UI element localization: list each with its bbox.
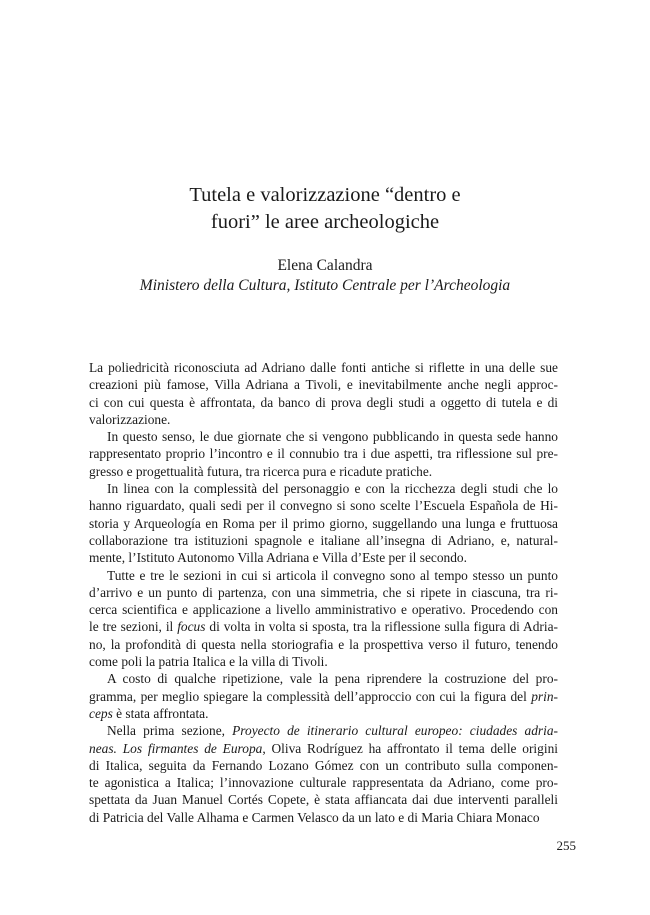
text-segment: Nella prima sezione, [107,723,233,739]
text-segment: , Oliva Rodríguez ha affrontato il tema delle origini [262,740,558,756]
text-line [89,601,558,618]
text-line [89,705,558,722]
text-segment: di Italica, seguita da Fernando Lozano Gómez con un contributo sulla componen- [89,757,558,773]
text-segment: cerca scientifica e applicazione a livello amministrativo e operativo. Procedendo con [89,602,558,618]
paragraph [89,359,558,428]
text-segment: storia y Arqueología en Roma per il primo giorno, suggellando una lunga e fruttuosa [89,515,558,531]
paragraph [89,567,558,671]
text-segment: gresso e progettualità futura, tra ricerca pura e ricadute pratiche. [89,463,433,479]
text-segment: collaborazione tra istituzioni spagnole e italiane all’insegna di Adriano, e, natural- [89,532,558,548]
text-segment: hanno riguardato, quali sedi per il convegno si sono scelte l’Escuela Española de Hi- [89,498,558,514]
title-line: fuori” le aree archeologiche [210,211,440,233]
text-segment: In linea con la complessità del personaggio e con la ricchezza degli studi che lo [107,481,558,497]
text-line [89,636,558,653]
text-line [89,445,558,462]
text-line [89,549,558,566]
text-line [89,515,558,532]
text-segment: è stata affrontata. [112,705,209,721]
text-segment: creazioni più famose, Villa Adriana a Tivoli, e inevitabilmente anche negli approc- [89,377,558,393]
text-segment: Tutte e tre le sezioni in cui si articola il convegno sono al tempo stesso un punto [107,567,558,583]
page-number: 255 [556,838,576,853]
text-line [89,359,558,376]
text-line [89,376,558,393]
text-line [89,791,558,808]
text-segment: te agonistica a Italica; l’innovazione culturale rappresentata da Adriano, come pro- [89,775,558,791]
text-segment: rappresentato proprio l’incontro e il connubio tra i due aspetti, tra riflessione sul pre- [89,446,558,462]
text-line [89,463,558,480]
author-affiliation: Ministero della Cultura, Istituto Centrale per l’Archeologia [139,277,511,294]
text-line [89,584,558,601]
italic-text: prin- [531,688,558,704]
text-segment: d’arrivo e un punto di partenza, con una simmetria, che si ripete in ciascuna, tra ri- [89,584,558,600]
author-name: Elena Calandra [277,257,373,274]
text-segment: come poli la patria Italica e la villa di Tivoli. [89,654,328,670]
text-segment: le tre sezioni, il [89,619,178,635]
text-segment: La poliedricità riconosciuta ad Adriano dalle fonti antiche si riflette in una delle sue [89,360,558,375]
italic-text: Proyecto de itinerario cultural europeo: ciudades adria- [232,723,558,739]
body-text [89,359,558,826]
paragraph [89,670,558,722]
text-line [89,497,558,514]
text-line [89,428,558,445]
italic-text: neas. Los firmantes de Europa [89,740,263,756]
text-line [89,394,558,411]
text-segment: In questo senso, le due giornate che si vengono pubblicando in questa sede hanno [107,429,558,445]
text-line [89,567,558,584]
text-line [89,480,558,497]
text-segment: A costo di qualche ripetizione, vale la pena riprendere la costruzione del pro- [107,671,558,687]
article-title [0,182,650,236]
text-line [89,411,558,428]
text-segment: mente, l’Istituto Autonomo Villa Adriana e Villa d’Este per il secondo. [89,550,467,566]
paragraph [89,722,558,826]
paragraph [89,428,558,480]
text-line [89,653,558,670]
text-line [89,670,558,687]
text-line [89,774,558,791]
text-segment: ci con cui questa è affrontata, da banco di prova degli studi a oggetto di tutela e di [89,394,558,410]
italic-text: ceps [89,705,113,721]
text-segment: no, la profondità di questa nella storiografia e la prospettiva verso il futuro, tenendo [89,636,558,652]
text-line [89,532,558,549]
text-segment: di Patricia del Valle Alhama e Carmen Velasco da un lato e di Maria Chiara Monaco [89,809,540,825]
text-segment: gramma, per meglio spiegare la complessità dell’approccio con cui la figura del [89,688,532,704]
paragraph [89,480,558,566]
text-line [89,722,558,739]
title-line: Tutela e valorizzazione “dentro e [189,184,461,206]
text-line [89,740,558,757]
text-segment: spettata da Juan Manuel Cortés Copete, è stata affiancata dai due interventi paralleli [89,792,558,808]
italic-text: focus [177,619,206,635]
text-segment: di volta in volta si sposta, tra la riflessione sulla figura di Adria- [205,619,558,635]
text-line [89,809,558,826]
text-line [89,618,558,635]
text-line [89,757,558,774]
text-segment: valorizzazione. [89,411,171,427]
text-line [89,688,558,705]
